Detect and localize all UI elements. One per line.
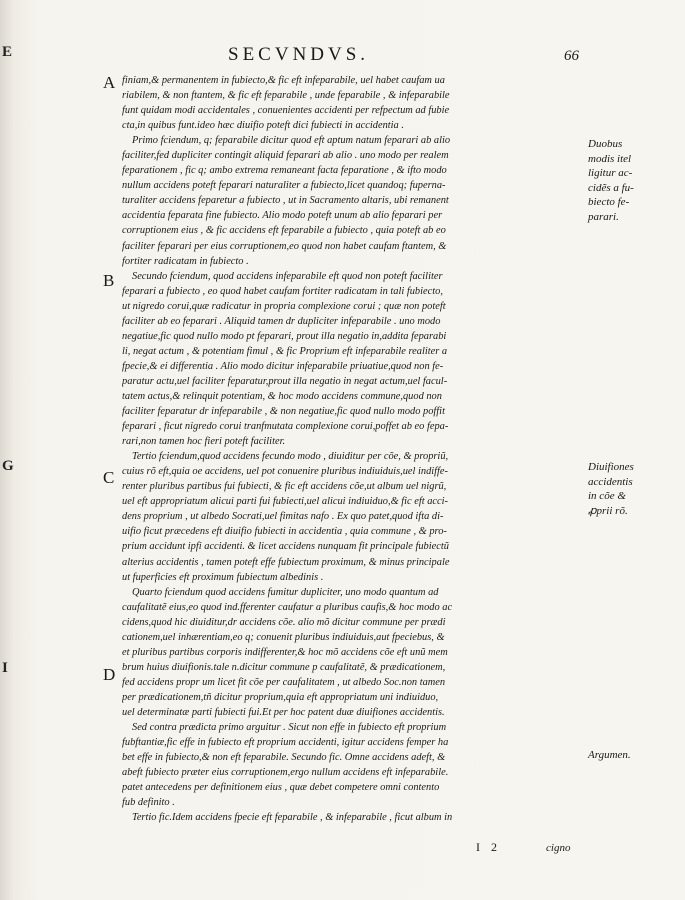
text-line: li, negat actum , & potentiam fimul , & fic Proprium eft infeparabile realiter a — [122, 345, 448, 357]
marginal-note-line: ligitur ac- — [588, 167, 633, 179]
running-head: SECVNDVS. — [228, 44, 370, 65]
marginal-note-2 — [588, 460, 683, 518]
marginal-note-line: Diuifiones — [588, 461, 634, 473]
text-line: cta,in quibus funt.ideo hæc diuifio poteft dici fubiecti in accidentia . — [122, 120, 404, 132]
text-line: faciliter,fed dupliciter contingit aliquid feparari ab alio . uno modo per realem — [122, 150, 449, 162]
text-line: abeft fubiecto præter eius corruptionem,ergo nullum accidens eft infeparabile. — [122, 767, 449, 779]
text-line: cidens,quod hic diuiditur,dr accidens cõe. alio mõ dicitur commune per prædi — [122, 616, 446, 628]
section-letter-d: D — [103, 665, 116, 684]
section-letter-b: B — [103, 271, 115, 290]
text-line: negatiue,fic quod nullo modo pt feparari, prout illa negatio in,addita feparabi — [122, 330, 447, 342]
text-line: caufalitatẽ eius,eo quod ind.fferenter caufatur a pluribus caufis,& hoc modo ac — [122, 601, 453, 613]
text-line: Tertio fic.Idem accidens fpecie eft feparabile , & infeparabile , ficut album in — [132, 812, 453, 824]
marginal-note-line: ꝓprii rõ. — [588, 504, 628, 517]
page-header — [0, 44, 685, 68]
text-line: cuius rõ eft,quia oe accidens, uel pot conuenire pluribus indiuiduis,uel indiffe- — [122, 466, 449, 478]
text-line: fed accidens propr um licet fit cõe per caufalitatem , ut albedo Soc.non tamen — [122, 676, 446, 688]
text-line: feparari , ficut nigredo corui tranfmutata complexione corui,poffet ab eo fepa- — [122, 421, 449, 433]
text-line: faciliter feparatur dr infeparabile , & non negatiue,fic quod nullo modo poffit — [122, 406, 445, 418]
text-line: patet antecedens per definitionem eius , quæ debet competere omni contento — [122, 782, 440, 794]
gutter-letter-2: G — [2, 458, 14, 474]
text-line: fub definito . — [122, 797, 175, 809]
marginal-note-1 — [588, 137, 683, 224]
text-line: rari,non tamen hoc fieri poteft faciliter. — [122, 436, 286, 448]
marginal-note-3 — [588, 748, 683, 763]
text-line: alterius accidentis , tamen poteft effe fubiectum proximum, & minus principale — [122, 556, 450, 568]
text-line: bet effe in fubiecto,& non eft feparabile. Secundo fic. Omne accidens adeft, & — [122, 752, 446, 764]
section-letter-a: A — [103, 73, 116, 92]
text-line: fortiter radicatam in fubiecto . — [122, 255, 249, 267]
main-text-column — [122, 73, 582, 825]
text-line: per prædicationem,tñ dicitur proprium,quia eft appropriatum uni indiuiduo, — [122, 691, 439, 703]
section-letter-c: C — [103, 468, 115, 487]
text-line: ut fuperficies eft proximum fubiectum albedinis . — [122, 571, 324, 583]
catchword: cigno — [546, 842, 571, 854]
text-line: tatem actus,& relinquit potentiam, & hoc modo accidens commune,quod non — [122, 390, 442, 402]
marginal-note-line: modis itel — [588, 152, 632, 165]
text-line: accidentia feparata fine fubiecto. Alio modo poteft unum ab alio feparari per — [122, 210, 443, 222]
marginal-note-line: accidentis — [588, 475, 633, 488]
text-line: ut nigredo corui,quæ radicatur in propria complexione corui ; quæ non poteft — [122, 300, 446, 312]
text-line: finiam,& permanentem in fubiecto,& fic eft infeparabile, uel habet caufam ua — [122, 75, 445, 86]
text-line: Tertio fciendum,quod accidens fecundo modo , diuiditur per cõe, & propriũ, — [132, 451, 449, 463]
text-line: faciliter feparari per eius corruptionem,eo quod non habet caufam ftantem, & — [122, 240, 447, 252]
text-line: cationem,uel inhærentiam,eo q; conuenit pluribus indiuiduis,aut fpeciebus, & — [122, 631, 445, 643]
text-line: Sed contra prædicta primo arguitur . Sicut non effe in fubiecto eft proprium — [132, 722, 447, 734]
text-line: nullum accidens poteft feparari naturaliter a fubiecto,licet quandoq; fuperna- — [122, 180, 446, 192]
gutter-letter-1: E — [2, 44, 13, 60]
text-line: uel eft appropriatum alicui parti fui fubiecti,uel alicui indiuiduo,& fic eft acci- — [122, 496, 449, 508]
marginal-note-line: Argumen. — [588, 749, 631, 761]
text-line: uel determinatæ parti fubiecti fui.Et per hoc patent duæ diuifiones accidentis. — [122, 706, 445, 718]
text-line: Secundo fciendum, quod accidens infeparabile eft quod non poteft faciliter — [132, 270, 443, 282]
text-line: corruptionem eius , & fic accidens eft feparabile a fubiecto , quia poteft ab eo — [122, 225, 446, 237]
text-line: prium accidunt ipfi accidenti. & licet accidens nunquam fit principale fubiectũ — [122, 541, 449, 553]
text-line: faciliter ab eo feparari . Aliquid tamen dr dupliciter infeparabile . uno modo — [122, 315, 441, 327]
marginal-note-line: biecto fe- — [588, 196, 630, 208]
marginal-note-line: cidẽs a fu- — [588, 181, 634, 194]
signature-mark: I 2 — [476, 840, 501, 854]
text-line: fubftantiæ,fic effe in fubiecto eft proprium accidenti, igitur accidens femper ha — [122, 737, 449, 749]
text-line: feparationem , fic q; ambo extrema remaneant facta feparatione , & ifto modo — [122, 165, 447, 177]
text-line: renter pluribus partibus fui fubiecti, & fic eft accidens cõe,ut album uel nigrũ, — [122, 481, 447, 493]
marginal-note-line: Duobus — [588, 138, 623, 150]
text-line: funt quidam modi accidentales , conuenientes accidenti per refpectum ad fubie — [122, 105, 450, 117]
text-line: paratur actu,uel faciliter feparatur,prout illa negatio in negat actum,uel facul- — [122, 375, 448, 387]
gutter-letter-3: I — [2, 660, 8, 676]
marginal-note-line: parari. — [588, 210, 619, 223]
page-footer — [0, 840, 685, 860]
text-line: brum huius diuifionis.tale n.dicitur commune p caufalitatẽ, & prædicationem, — [122, 661, 446, 673]
text-line: Primo fciendum, q; feparabile dicitur quod eft aptum natum feparari ab alio — [132, 135, 451, 147]
text-line: feparari a fubiecto , eo quod habet caufam fortiter radicatam in tali fubiecto, — [122, 285, 443, 297]
text-line: fpecie,& ei differentia . Alio modo dicitur infeparabile priuatiue,quod non fe- — [122, 360, 444, 372]
text-line: riabilem, & non ftantem, & fic eft feparabile , unde feparabile , & infeparabile — [122, 90, 450, 102]
folio-number: 66 — [564, 48, 579, 64]
text-line: uifio ficut præcedens eft diuifio fubiecti in accidentia , quia commune , & pro- — [122, 526, 447, 538]
text-line: Quarto fciendum quod accidens fumitur dupliciter, uno modo quantum ad — [132, 586, 439, 598]
text-line: et pluribus partibus corporis indifferenter,& hoc mõ accidens cõe eft unũ mem — [122, 646, 448, 658]
marginal-note-line: in cõe & — [588, 490, 626, 502]
text-line: dens proprium , ut albedo Socrati,uel fimitas nafo . Ex quo patet,quod ifta di- — [122, 511, 444, 523]
text-line: turaliter accidens feparetur a fubiecto , ut in Sacramento altaris, ubi remanent — [122, 195, 449, 207]
